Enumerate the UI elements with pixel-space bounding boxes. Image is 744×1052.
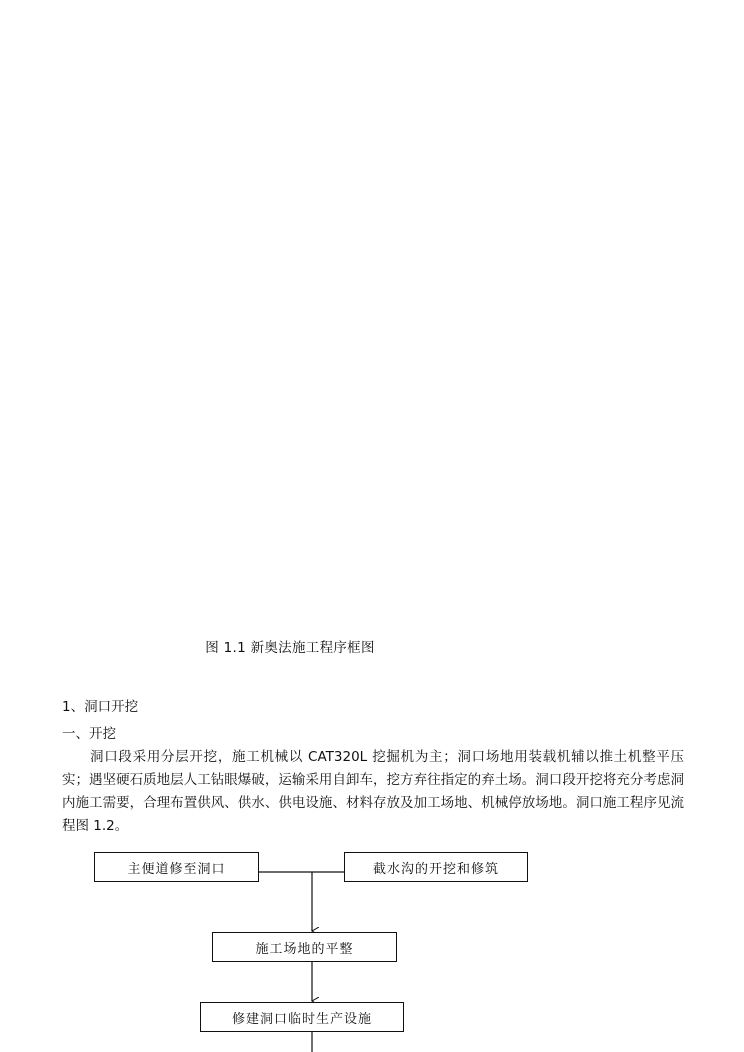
flow-node-drainage-ditch: 截水沟的开挖和修筑 <box>344 852 528 882</box>
subsection-heading: 一、开挖 <box>62 726 116 742</box>
flow-node-site-leveling: 施工场地的平整 <box>212 932 397 962</box>
section-heading: 1、洞口开挖 <box>62 699 139 715</box>
body-paragraph: 洞口段采用分层开挖，施工机械以 CAT320L 挖掘机为主；洞口场地用装载机辅以推土机整平压实；遇坚硬石质地层人工钻眼爆破，运输采用自卸车，挖方弃往指定的弃土场。洞口段开挖将充分考虑洞内施工需要，合理布置供风、供水、供电设施、材料存放及加工场地、机械停放场地。洞口施工程序见流程图 1.2。 <box>62 749 684 834</box>
flow-node-main-road: 主便道修至洞口 <box>94 852 259 882</box>
flow-node-temp-facilities: 修建洞口临时生产设施 <box>200 1002 404 1032</box>
figure-caption: 图 1.1 新奥法施工程序框图 <box>205 640 375 656</box>
